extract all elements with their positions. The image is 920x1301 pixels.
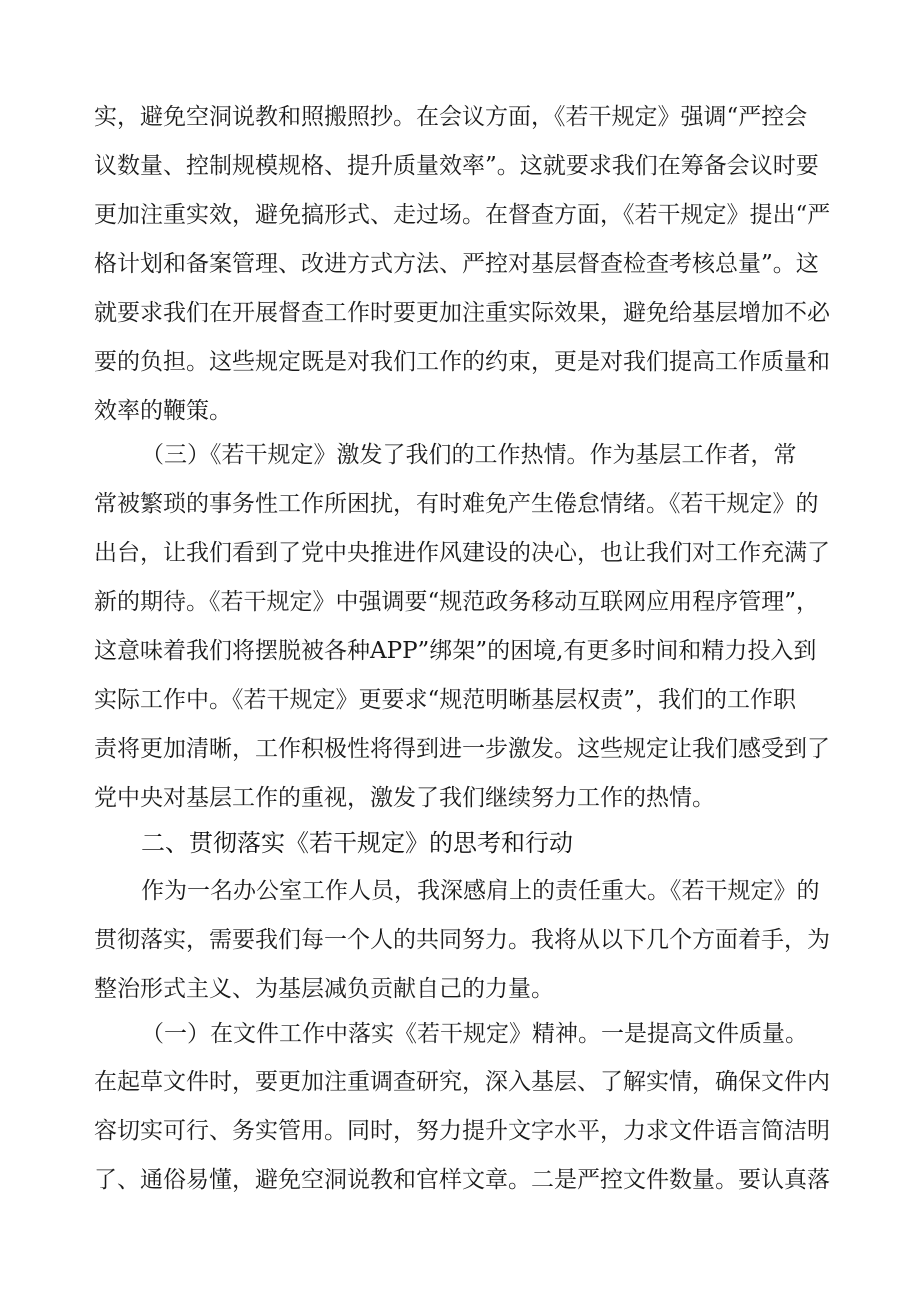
text-line: 更加注重实效，避免搞形式、走过场。在督查方面，《若干规定》提出“严 bbox=[94, 202, 831, 228]
text-line: 新的期待。《若干规定》中强调要“规范政务移动互联网应用程序管理”， bbox=[94, 589, 820, 615]
paragraph-first-line: （三）《若干规定》激发了我们的工作热情。作为基层工作者，常 bbox=[141, 442, 797, 468]
text-line: 容切实可行、务实管用。同时，努力提升文字水平，力求文件语言简洁明 bbox=[94, 1118, 830, 1144]
text-line: 实，避免空洞说教和照搬照抄。在会议方面，《若干规定》强调“严控会 bbox=[94, 104, 808, 130]
text-line: 就要求我们在开展督查工作时要更加注重实际效果，避免给基层增加不必 bbox=[94, 300, 830, 326]
text-line: 效率的鞭策。 bbox=[94, 398, 232, 424]
text-line: 在起草文件时，要更加注重调查研究，深入基层、了解实情，确保文件内 bbox=[94, 1069, 830, 1095]
text-line: 整治形式主义、为基层减负贡献自己的力量。 bbox=[94, 976, 554, 1002]
paragraph-first-line: 作为一名办公室工作人员，我深感肩上的责任重大。《若干规定》的 bbox=[141, 878, 820, 904]
text-line: 实际工作中。《若干规定》更要求“规范明晰基层权责”，我们的工作职 bbox=[94, 687, 797, 713]
text-line: 党中央对基层工作的重视，激发了我们继续努力工作的热情。 bbox=[94, 785, 715, 811]
text-line: 贯彻落实，需要我们每一个人的共同努力。我将从以下几个方面着手，为 bbox=[94, 927, 830, 953]
text-line: 要的负担。这些规定既是对我们工作的约束，更是对我们提高工作质量和 bbox=[94, 349, 830, 375]
text-line: 议数量、控制规模规格、提升质量效率”。这就要求我们在筹备会议时要 bbox=[94, 153, 819, 179]
text-line: 这意味着我们将摆脱被各种APP”绑架”的困境,有更多时间和精力投入到 bbox=[94, 638, 817, 664]
text-line: 责将更加清晰，工作积极性将得到进一步激发。这些规定让我们感受到了 bbox=[94, 736, 830, 762]
text-line: 了、通俗易懂，避免空洞说教和官样文章。二是严控文件数量。要认真落 bbox=[94, 1167, 830, 1193]
text-line: 出台，让我们看到了党中央推进作风建设的决心，也让我们对工作充满了 bbox=[94, 540, 830, 566]
text-line: 常被繁琐的事务性工作所困扰，有时难免产生倦怠情绪。《若干规定》的 bbox=[94, 491, 819, 517]
text-line: 格计划和备案管理、改进方式方法、严控对基层督查检查考核总量”。这 bbox=[94, 251, 819, 277]
paragraph-first-line: （一）在文件工作中落实《若干规定》精神。一是提高文件质量。 bbox=[141, 1021, 808, 1047]
section-heading: 二、贯彻落实《若干规定》的思考和行动 bbox=[141, 829, 573, 857]
